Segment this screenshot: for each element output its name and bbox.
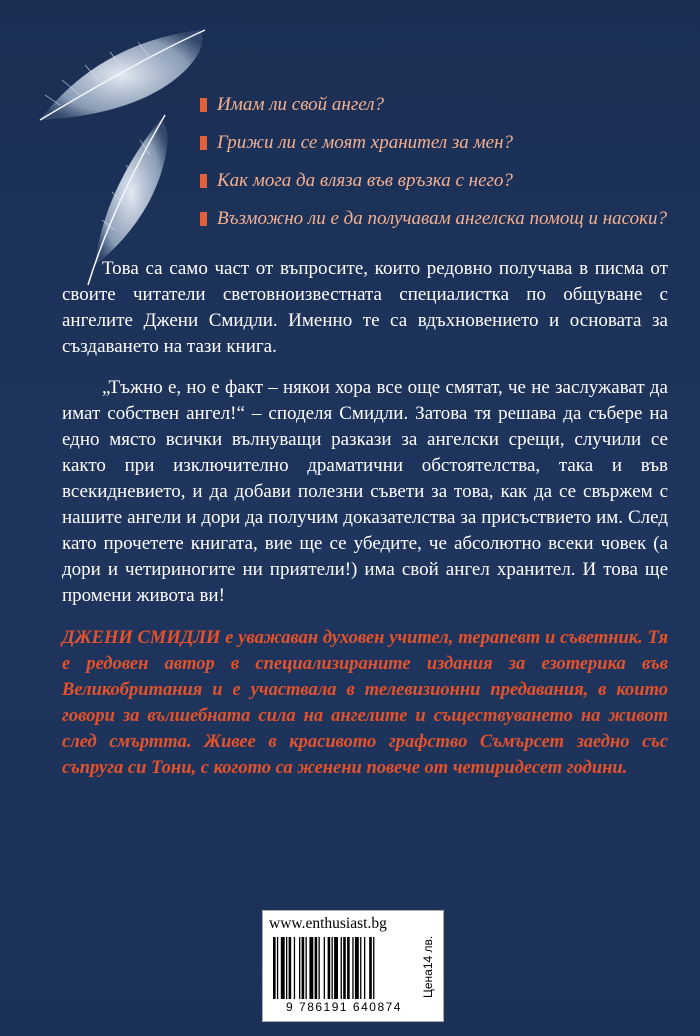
question-item [200,168,670,194]
question-item [200,92,670,118]
feather-illustration [0,0,230,300]
intro-paragraph: Това са само част от въпросите, които редовно получава в писма от своите читатели световноизвестната специалистка по общуване с ангелите Джени Смидли. Именно те са вдъхновението и основата за създаването на тази книга. [62,258,668,357]
feather-top-icon [40,30,205,120]
question-text: Грижи ли се моят хранител за мен? [217,132,514,153]
question-item [200,206,670,232]
bullet-marker-icon [200,212,207,226]
price-label: Цена14 лв. [421,935,435,999]
publisher-website: www.enthusiast.bg [269,915,387,932]
question-text: Как мога да вляза във връзка с него? [217,170,513,191]
question-list [200,92,670,244]
question-text: Имам ли свой ангел? [217,94,385,115]
bullet-marker-icon [200,136,207,150]
bullet-marker-icon [200,98,207,112]
barcode-icon [271,937,417,999]
author-bio: ДЖЕНИ СМИДЛИ е уважаван духовен учител, терапевт и съветник. Тя е редовен автор в специализираните издания за езотерика във Великобритания и е участвала в телевизионни предавания, в които говори за вълшебната сила на ангелите и съществуването на живот след смъртта. Живее в красивото графство Съмърсет заедно със съпруга си Тони, с когото са женени повече от четиридесет години. [62,628,668,778]
bullet-marker-icon [200,174,207,188]
barcode-panel [262,910,444,1022]
question-item [200,130,670,156]
question-text: Възможно ли е да получавам ангелска помощ и насоки? [217,208,667,229]
isbn-number: 9 786191 640874 [286,1000,402,1014]
description-paragraph: „Тъжно е, но е факт – някои хора все още смятат, че не заслужават да имат собствен ангел!“ – споделя Смидли. Затова тя решава да събере на едно място всички вълнуващи разкази за ангелски срещи, случили се както при изключително драматични обстоятелства, така и във всекидневието, и да добави полезни съвети за това, как да се свържем с нашите ангели и дори да получим доказателства за присъствието им. След като прочетете книгата, вие ще се убедите, че абсолютно всеки човек (а дори и четириногите ни приятели!) има свой ангел хранител. И това ще промени живота ви! [62,377,668,606]
